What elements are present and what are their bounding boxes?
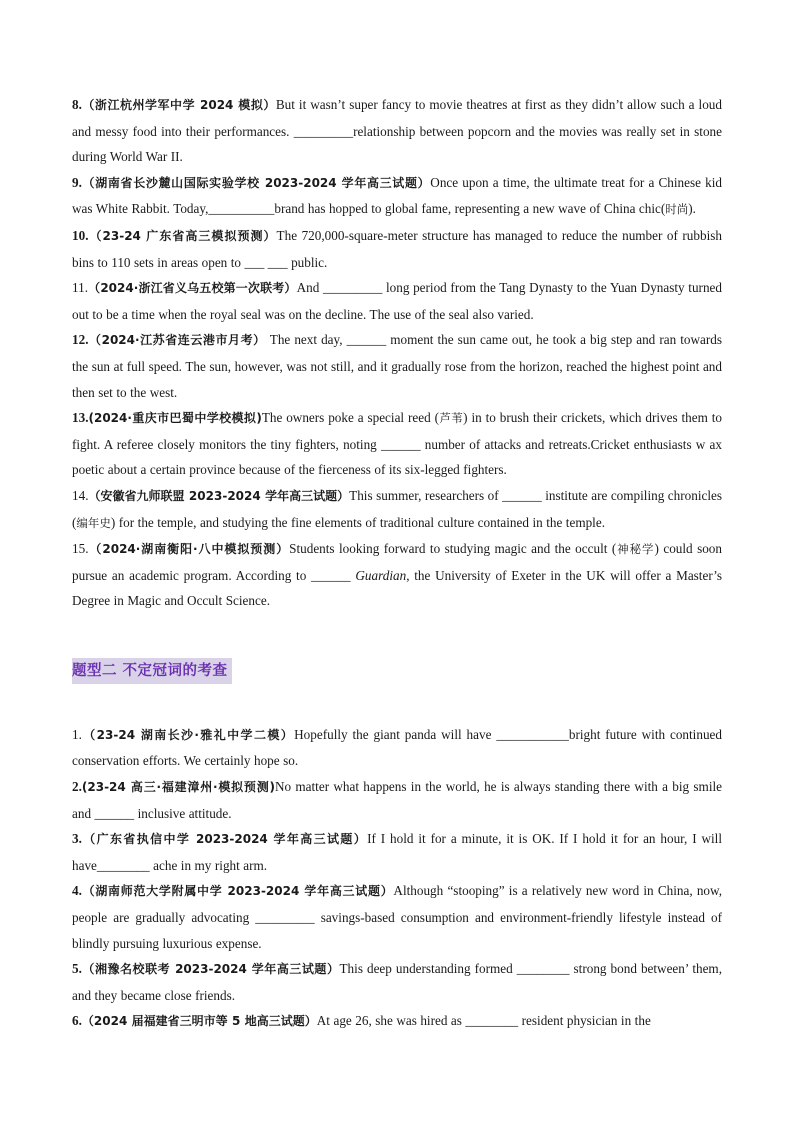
- question-source: (23-24 高三·福建漳州·模拟预测): [81, 780, 275, 795]
- question-text: Students looking forward to studying magic and the occult (: [289, 541, 617, 557]
- question-15: [72, 536, 722, 614]
- question-gloss: 时尚: [665, 202, 689, 217]
- question-1: [72, 722, 722, 774]
- question-text-tail: ) for the temple, and studying the fine elements of traditional culture contained in the temple.: [110, 514, 605, 530]
- question-source: （广东省执信中学 2023-2024 学年高三试题）: [81, 832, 368, 847]
- question-number: 13.: [72, 410, 89, 426]
- question-text: And _________ long period from the Tang Dynasty to the Yuan Dynasty turned out to be a time when the royal seal was on the decline. The use of the seal also varied.: [72, 280, 722, 322]
- question-text-mid: ) could soon pursue an academic program. According to ______: [72, 541, 722, 583]
- question-12: [72, 327, 722, 405]
- question-14: [72, 483, 722, 536]
- question-source: （安徽省九师联盟 2023-2024 学年高三试题）: [88, 488, 350, 503]
- question-source: （23-24 湖南长沙·雅礼中学二模）: [81, 727, 295, 742]
- question-group-definite-article: [72, 92, 722, 614]
- question-number: 3.: [72, 831, 82, 847]
- question-source: （2024·湖南衡阳·八中模拟预测）: [88, 542, 290, 557]
- question-4: [72, 878, 722, 956]
- question-gloss: 编年史: [76, 515, 111, 530]
- question-11: [72, 275, 722, 327]
- question-source: （2024·江苏省连云港市月考）: [88, 333, 266, 348]
- question-6: [72, 1008, 722, 1035]
- question-text: The next day, ______ moment the sun came out, he took a big step and ran towards the sun at full speed. The sun, however, was not still, and it gradually rose from the horizon, reached the highest point and then set to the west.: [72, 332, 722, 400]
- question-text-tail: , the University of Exeter in the UK will offer a Master’s Degree in Magic and Occult Science.: [72, 567, 723, 609]
- question-gloss: 芦苇: [438, 411, 464, 426]
- question-text-tail: ).: [688, 201, 696, 217]
- question-text: Although “stooping” is a relatively new word in China, now, people are gradually advocating _________ savings-based consumption and environment-friendly lifestyle instead of blindly pursuing luxurious expense.: [72, 883, 722, 951]
- question-text-tail: ) in to brush their crickets, which drives them to fight. A referee closely monitors the tiny fighters, noting ______ number of attacks and retreats.Cricket enthusiasts w ax poetic about a certain province because of the fierceness of its six-legged fighters.: [72, 410, 722, 478]
- question-italic-term: Guardian: [355, 567, 407, 583]
- question-number: 12.: [72, 332, 89, 348]
- question-source: （2024·浙江省义乌五校第一次联考）: [88, 281, 297, 296]
- question-text: Once upon a time, the ultimate treat for a Chinese kid was White Rabbit. Today,__________brand has hopped to global fame, representing a new wave of China chic(: [72, 174, 722, 217]
- question-3: [72, 826, 722, 878]
- question-text: Hopefully the giant panda will have ___________bright future with continued conservation efforts. We certainly hope so.: [72, 726, 722, 769]
- question-source: （浙江杭州学军中学 2024 模拟）: [81, 98, 276, 112]
- question-text: The owners poke a special reed (: [261, 410, 439, 426]
- question-number: 14.: [72, 487, 89, 503]
- question-text: This deep understanding formed ________ strong bond between’ them, and they became close friends.: [72, 961, 722, 1003]
- question-number: 4.: [72, 883, 82, 899]
- section-heading-indefinite-article: [72, 658, 722, 684]
- question-text: No matter what happens in the world, he is always standing there with a big smile and ______ inclusive attitude.: [72, 779, 722, 821]
- question-text: The 720,000-square-meter structure has managed to reduce the number of rubbish bins to 110 sets in areas open to ___ ___ public.: [72, 227, 722, 270]
- question-number: 15.: [72, 541, 89, 557]
- question-number: 11.: [72, 280, 88, 296]
- question-9: [72, 170, 722, 223]
- question-number: 1.: [72, 726, 82, 742]
- question-group-indefinite-article: [72, 722, 722, 1035]
- question-2: [72, 774, 722, 826]
- question-source: （湖南师范大学附属中学 2023-2024 学年高三试题）: [81, 884, 394, 899]
- question-gloss: 神秘学: [616, 542, 655, 557]
- question-number: 6.: [72, 1013, 82, 1029]
- question-text: But it wasn’t super fancy to movie theatres at first as they didn’t allow such a loud and messy food into their performances. _________relationship between popcorn and the movies was really set in stone during World War II.: [72, 97, 722, 165]
- question-source: （2024 届福建省三明市等 5 地高三试题）: [81, 1014, 317, 1029]
- question-10: [72, 223, 722, 275]
- question-text: This summer, researchers of ______ institute are compiling chronicles (: [72, 487, 722, 530]
- question-13: [72, 405, 722, 483]
- question-source: （湘豫名校联考 2023-2024 学年高三试题）: [81, 962, 340, 977]
- question-source: （湖南省长沙麓山国际实验学校 2023-2024 学年高三试题）: [81, 175, 431, 190]
- question-number: 9.: [72, 174, 82, 190]
- question-5: [72, 956, 722, 1008]
- question-source: (2024·重庆市巴蜀中学校模拟): [88, 411, 262, 426]
- question-source: （23-24 广东省高三模拟预测）: [88, 228, 277, 243]
- question-number: 8.: [72, 97, 82, 112]
- question-text: At age 26, she was hired as ________ resident physician in the: [316, 1013, 651, 1029]
- question-8: [72, 92, 722, 170]
- question-number: 2.: [72, 779, 82, 795]
- question-number: 5.: [72, 961, 82, 977]
- question-text: If I hold it for a minute, it is OK. If I hold it for an hour, I will have________ ache in my right arm.: [72, 831, 722, 873]
- section-title: 题型二 不定冠词的考查: [72, 658, 232, 684]
- question-number: 10.: [72, 227, 89, 243]
